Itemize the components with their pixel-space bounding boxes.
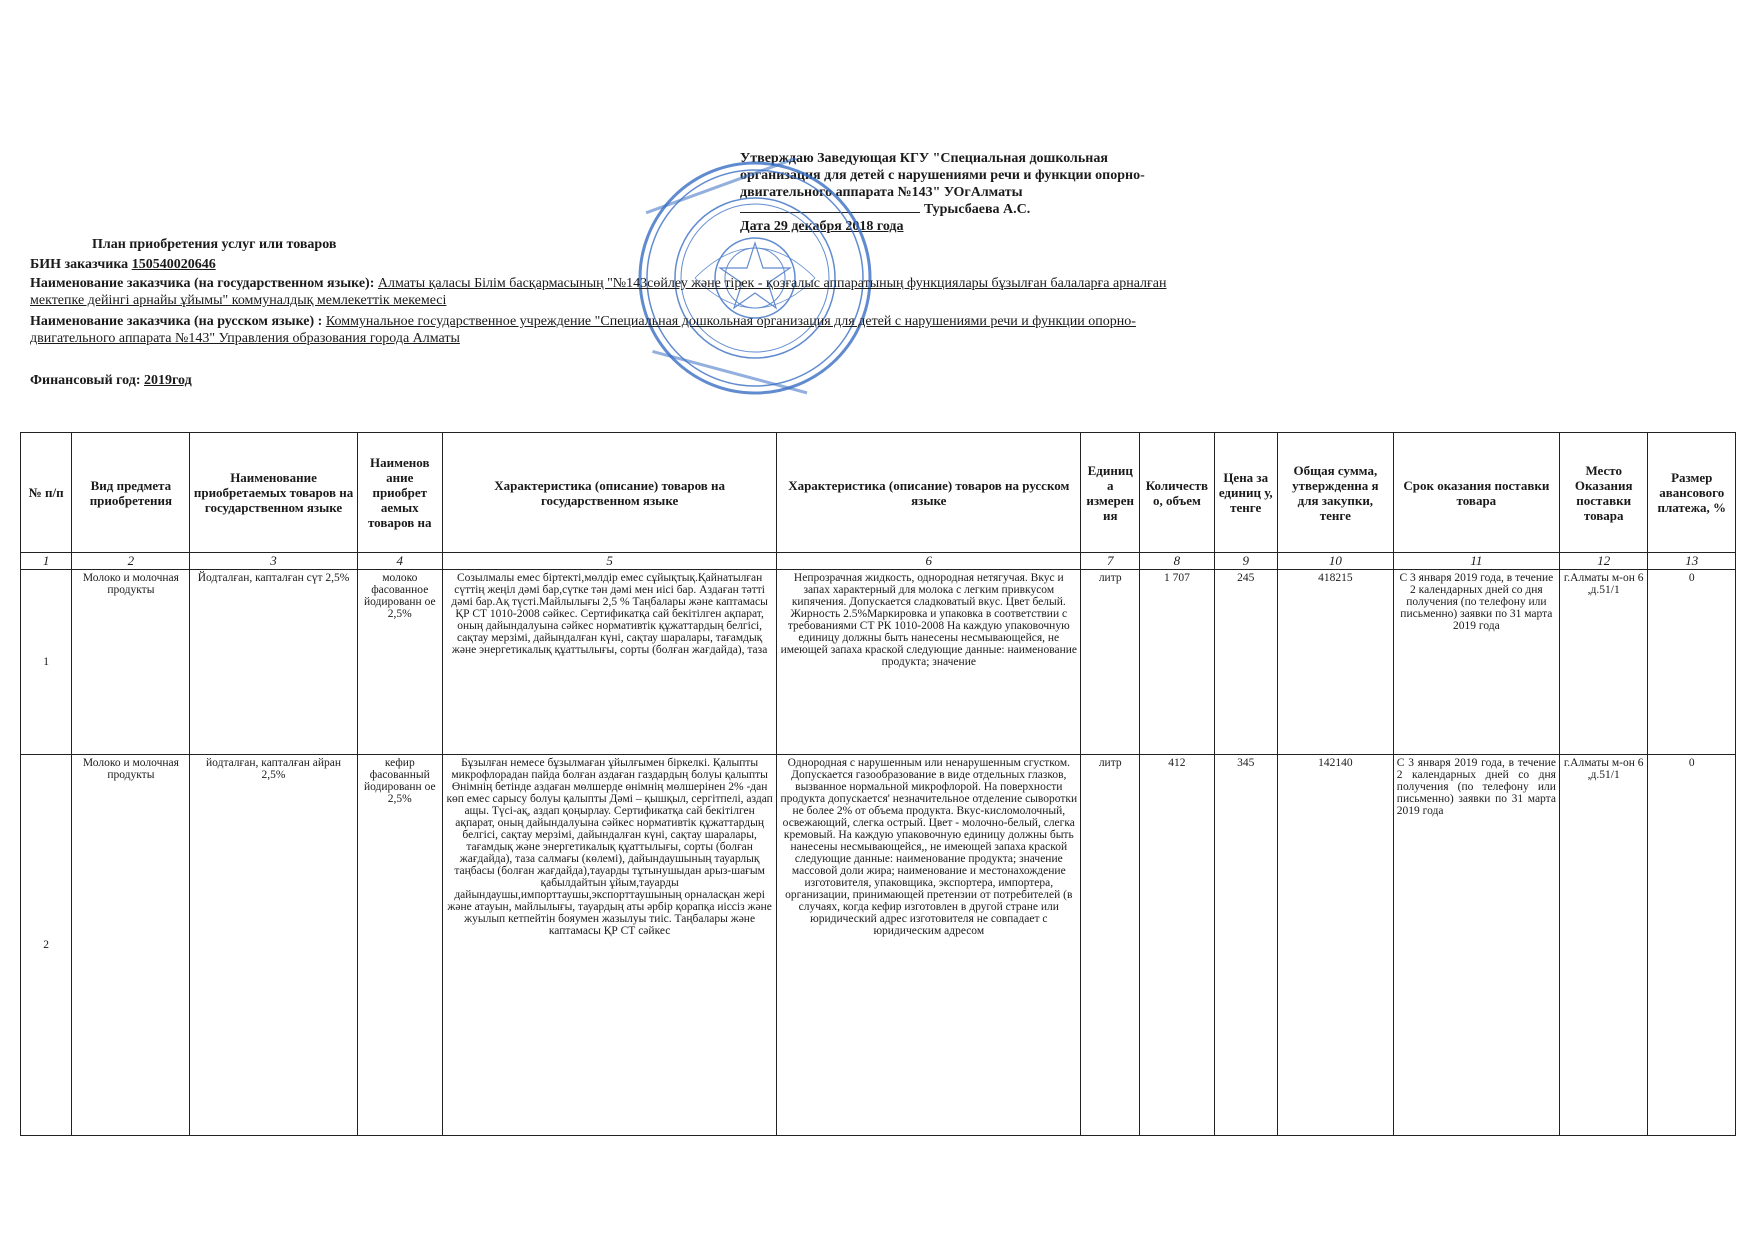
customer-name-ru-label: Наименование заказчика (на русском языке) : bbox=[30, 314, 323, 329]
header-cell-desc-ru: Характеристика (описание) товаров на русском языке bbox=[777, 433, 1081, 553]
cell-type: Молоко и молочная продукты bbox=[72, 570, 190, 755]
cell-qty: 412 bbox=[1140, 755, 1214, 1136]
approval-line-1: Утверждаю Заведующая КГУ "Специальная дошкольная bbox=[740, 151, 1108, 166]
fin-year-label: Финансовый год: bbox=[30, 373, 141, 388]
cell-desc-ru bbox=[777, 755, 1081, 1136]
cell-type: Молоко и молочная продукты bbox=[72, 755, 190, 1136]
customer-name-kz bbox=[30, 275, 1200, 309]
bin-value: 150540020646 bbox=[131, 257, 216, 272]
column-number-row bbox=[21, 553, 1736, 570]
cell-name-kz: Йодталған, капталған сүт 2,5% bbox=[190, 570, 357, 755]
col-number: 10 bbox=[1277, 553, 1393, 570]
col-number: 6 bbox=[777, 553, 1081, 570]
header-cell-price: Цена за единиц у, тенге bbox=[1214, 433, 1277, 553]
header-cell-qty: Количеств о, объем bbox=[1140, 433, 1214, 553]
col-number: 11 bbox=[1393, 553, 1559, 570]
table-row bbox=[21, 570, 1736, 755]
col-number: 7 bbox=[1081, 553, 1140, 570]
cell-desc-kz-text: Созылмалы емес біртекті,мөлдір емес сұйықтық.Қайнатылған сүттің жеңіл дәмі бар,сүтке тән дәмі мен иісі бар. Аздаған тәтті дәмі бар.Ақ түсті.Майлылығы 2,5 % Таңбалары және каптамасы ҚР СТ 1010-2008 сәйкес. Сертификатқа сай бекітілген ақпарат, оның дайындалуына сәйкес нормативтік құжаттардың белгісі, сақтау мерзімі, дайындалған күні, сақтау шаралары, тағамдық және энергетикалық құаттылығы, сорты (болған жағдайда), таза bbox=[451, 572, 768, 656]
header-cell-desc-kz: Характеристика (описание) товаров на государственном языке bbox=[442, 433, 776, 553]
cell-desc-ru bbox=[777, 570, 1081, 755]
cell-desc-kz-text: Бұзылған немесе бұзылмаған ұйылғымен біркелкі. Қалыпты микрофлорадан пайда болған аздаған газдардың болуы қалыпты Өнімнің бетінде аздаған мөлшерде өнімнің мөлшерінен 2% -дан көп емес сарысу болуы қалыпты Дәмі – қышқыл, сергітпелі, аздап ащы. Түсі-ақ, аздап қоңырлау. Сертификатқа сай бекітілген ақпарат, оның дайындалуына сәйкес нормативтік құжаттардың белгісі, сақтау мерзімі, дайындалған күні, сақтау шаралары, тағамдық және энергетикалық құаттылығы, сорты (болған жағдайда), таза салмағы (көлемі), дайындаушының тауарлық таңбасы (болған жағдайда),тауарды тұтынушыдан арыз-шағым қабылдайтын ұйым,тауарды дайындаушы,импорттаушы,экспорттаушының орналасқан жері және атауын, майлылығы, тауардың аты әрбір қорапқа иіссіз және жуылып кетпейтін бояумен жазылуы тиіс. Таңбалары және каптамасы ҚР СТ сәйкес bbox=[446, 757, 773, 937]
header-cell-unit: Единиц а измерен ия bbox=[1081, 433, 1140, 553]
cell-place: г.Алматы м-он 6 ,д.51/1 bbox=[1559, 755, 1648, 1136]
customer-name-kz-label: Наименование заказчика (на государственном языке): bbox=[30, 276, 375, 291]
col-number: 9 bbox=[1214, 553, 1277, 570]
customer-name-kz-value: Алматы қаласы Білім басқармасының "№143сөйлеу және тірек - қозғалыс аппаратының функциялары бұзылған балаларға арналған мектепке дейінгі арнайы ұйымы" коммуналдық мемлекеттік мекемесі bbox=[30, 276, 1167, 308]
header-cell-name-kz: Наименование приобретаемых товаров на государственном языке bbox=[190, 433, 357, 553]
cell-desc-kz bbox=[442, 570, 776, 755]
table-header-row bbox=[21, 433, 1736, 553]
header-cell-place: Место Оказания поставки товара bbox=[1559, 433, 1648, 553]
customer-name-ru-value: Коммунальное государственное учреждение "Специальная дошкольная организация для детей с нарушениями речи и функции опорно-двигательного аппарата №143" Управления образования города Алматы bbox=[30, 314, 1136, 346]
cell-price: 345 bbox=[1214, 755, 1277, 1136]
bin-label: БИН заказчика bbox=[30, 257, 129, 272]
cell-sum: 418215 bbox=[1277, 570, 1393, 755]
col-number: 5 bbox=[442, 553, 776, 570]
row-number: 1 bbox=[21, 570, 72, 755]
approval-line-3: двигательного аппарата №143" УОгАлматы bbox=[740, 185, 1023, 200]
cell-desc-kz bbox=[442, 755, 776, 1136]
header-cell-type: Вид предмета приобретения bbox=[72, 433, 190, 553]
procurement-plan-table bbox=[20, 432, 1736, 1136]
cell-desc-ru-text: Однородная с нарушенным или ненарушенным сгустком. Допускается газообразование в виде отдельных глазков, вызванное нормальной микрофлорой. На поверхности продукта допускается' незначительное отделение сыворотки не более 2% от объема продукта. Вкус-кисломолочный, освежающий, слегка острый. Цвет - молочно-белый, слегка кремовый. На каждую упаковочную единицу должны быть нанесены несмывающейся,, не имеющей запаха краской следующие данные: наименование продукта; значение массовой доли жира; наименование и местонахождение изготовителя, упаковщика, экспортера, импортера, организации, принимающей претензии от потребителей (в случаях, когда кефир изготовлен в другой стране или юридический адрес изготовителя не совпадает с юридическим адресом bbox=[780, 757, 1078, 937]
cell-qty: 1 707 bbox=[1140, 570, 1214, 755]
approval-line-2: организация для детей с нарушениями речи и функции опорно- bbox=[740, 168, 1145, 183]
cell-term: С 3 января 2019 года, в течение 2 календарных дней со дня получения (по телефону или письменно) заявки по 31 марта 2019 года bbox=[1393, 570, 1559, 755]
col-number: 12 bbox=[1559, 553, 1648, 570]
table-row bbox=[21, 755, 1736, 1136]
col-number: 2 bbox=[72, 553, 190, 570]
col-number: 8 bbox=[1140, 553, 1214, 570]
row-number: 2 bbox=[21, 755, 72, 1136]
customer-name-ru bbox=[30, 313, 1200, 347]
bin-line bbox=[30, 256, 1200, 273]
col-number: 13 bbox=[1648, 553, 1736, 570]
fin-year-line bbox=[30, 372, 1200, 389]
cell-unit: литр bbox=[1081, 570, 1140, 755]
cell-sum: 142140 bbox=[1277, 755, 1393, 1136]
cell-name-ru: молоко фасованное йодированн ое 2,5% bbox=[357, 570, 442, 755]
cell-name-kz: йодталған, капталған айран 2,5% bbox=[190, 755, 357, 1136]
header-cell-advance: Размер авансового платежа, % bbox=[1648, 433, 1736, 553]
header-cell-name-ru: Наименов ание приобрет аемых товаров на bbox=[357, 433, 442, 553]
col-number: 4 bbox=[357, 553, 442, 570]
cell-term: С 3 января 2019 года, в течение 2 календарных дней со дня получения (по телефону или письменно) заявки по 31 марта 2019 года bbox=[1393, 755, 1559, 1136]
plan-title: План приобретения услуг или товаров bbox=[92, 237, 337, 252]
cell-desc-ru-text: Непрозрачная жидкость, однородная нетягучая. Вкус и запах характерный для молока с легким привкусом кипячения. Допускается сладковатый вкус. Цвет белый. Жирность 2.5%Маркировка и упаковка в соответствии с требованиями СТ РК 1010-2008 На каждую упаковочную единицу должны быть нанесены несмывающейся, не имеющей запаха краской следующие данные: наименование продукта; значение bbox=[780, 572, 1077, 668]
cell-place: г.Алматы м-он 6 ,д.51/1 bbox=[1559, 570, 1648, 755]
approval-date: Дата 29 декабря 2018 года bbox=[740, 219, 904, 234]
col-number: 3 bbox=[190, 553, 357, 570]
cell-name-ru: кефир фасованный йодированн ое 2,5% bbox=[357, 755, 442, 1136]
cell-price: 245 bbox=[1214, 570, 1277, 755]
cell-unit: литр bbox=[1081, 755, 1140, 1136]
cell-advance: 0 bbox=[1648, 755, 1736, 1136]
header-cell-term: Срок оказания поставки товара bbox=[1393, 433, 1559, 553]
col-number: 1 bbox=[21, 553, 72, 570]
cell-advance: 0 bbox=[1648, 570, 1736, 755]
signatory-name: Турысбаева А.С. bbox=[924, 202, 1031, 217]
header-cell-n: № п/п bbox=[21, 433, 72, 553]
fin-year-value: 2019год bbox=[144, 373, 192, 388]
header-cell-sum: Общая сумма, утвержденна я для закупки, тенге bbox=[1277, 433, 1393, 553]
